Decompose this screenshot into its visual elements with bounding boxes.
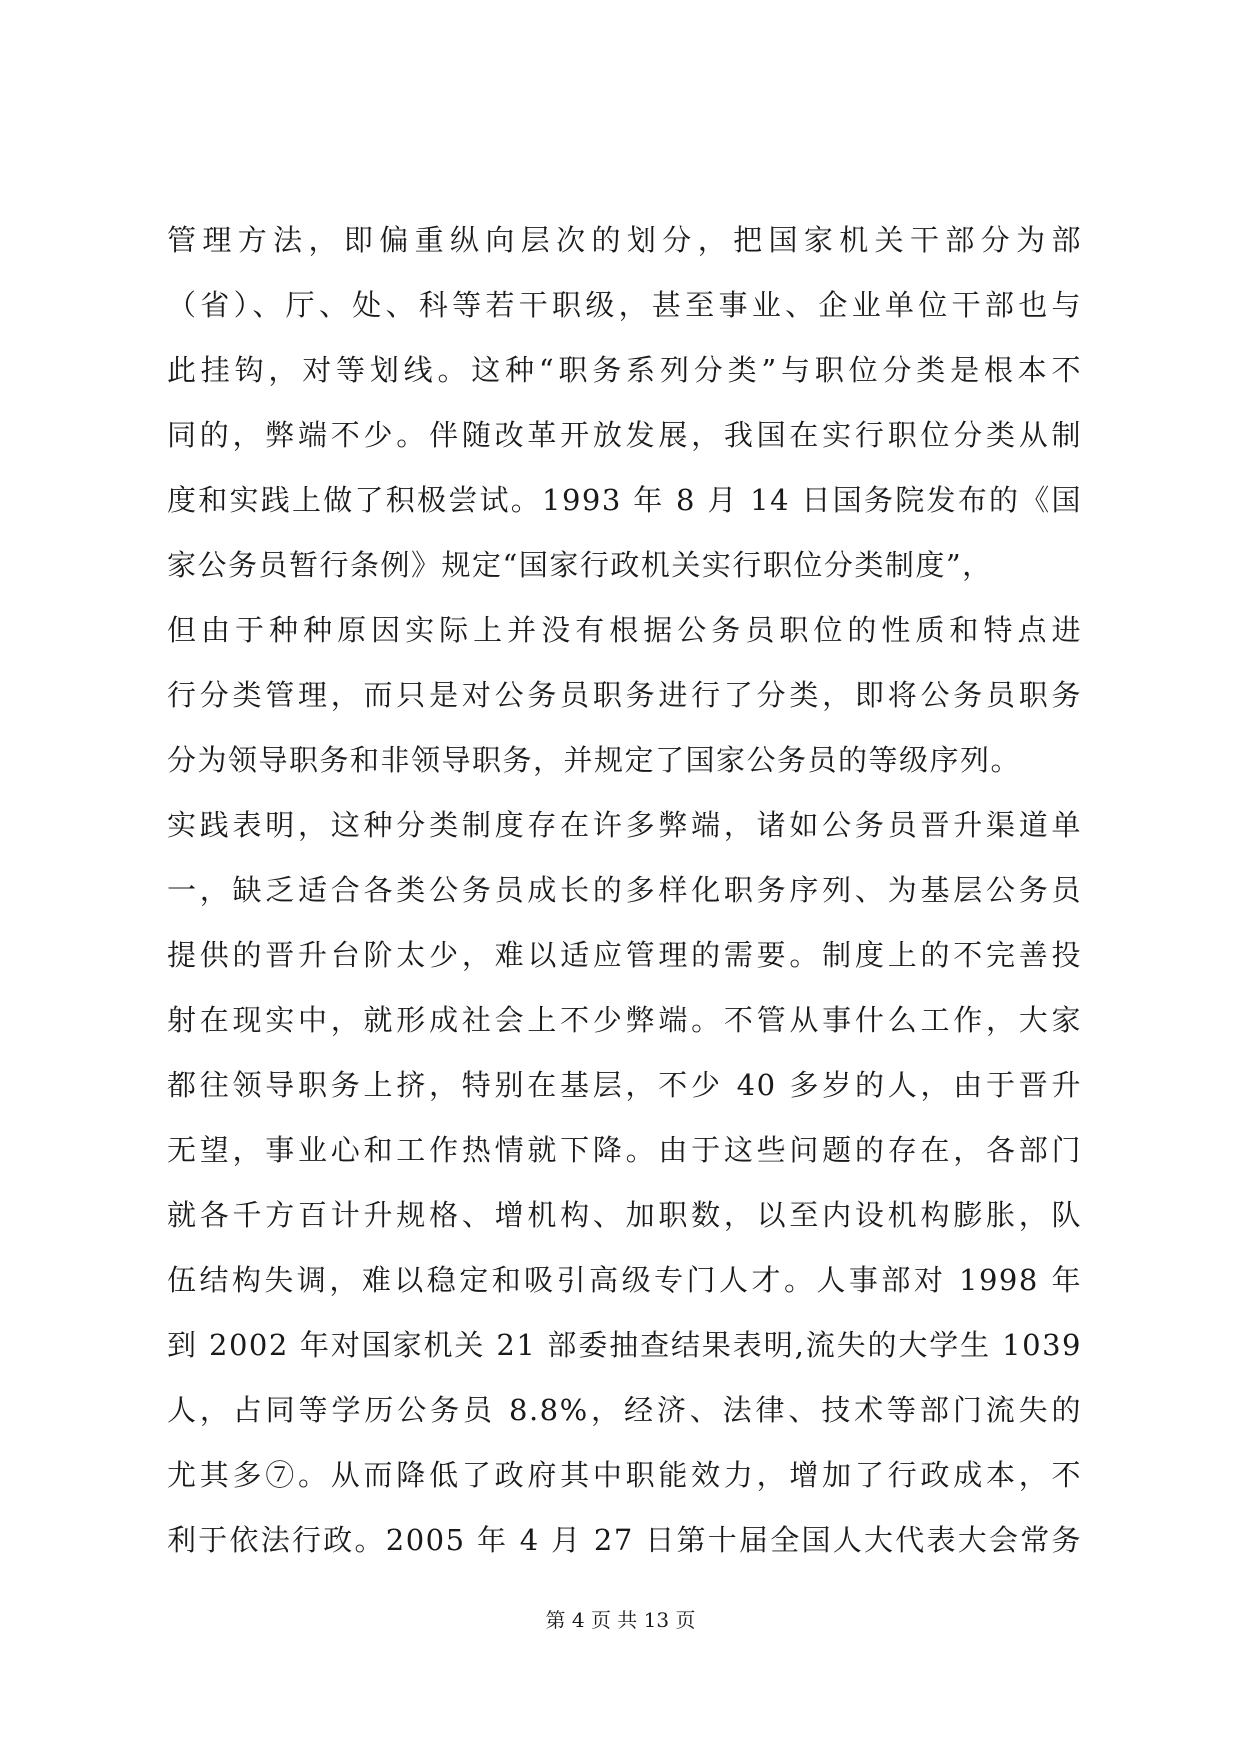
text-line: 此挂钩，对等划线。这种“职务系列分类”与职位分类是根本不 [167, 353, 1082, 387]
text-line: 家公务员暂行条例》规定“国家行政机关实行职位分类制度”， [167, 548, 993, 582]
text-line: 射在现实中，就形成社会上不少弊端。不管从事什么工作，大家 [167, 1003, 1082, 1037]
text-line: 管理方法，即偏重纵向层次的划分，把国家机关干部分为部 [167, 223, 1082, 257]
text-line: 伍结构失调，难以稳定和吸引高级专门人才。人事部对 1998 年 [167, 1263, 1082, 1297]
text-line: 同的，弊端不少。伴随改革开放发展，我国在实行职位分类从制 [167, 418, 1082, 452]
text-line: 度和实践上做了积极尝试。1993 年 8 月 14 日国务院发布的《国 [167, 483, 1082, 517]
text-line: 尤其多⑦。从而降低了政府其中职能效力，增加了行政成本，不 [167, 1458, 1082, 1492]
text-line: 行分类管理，而只是对公务员职务进行了分类，即将公务员职务 [167, 678, 1082, 712]
text-line: 但由于种种原因实际上并没有根据公务员职位的性质和特点进 [167, 613, 1082, 647]
text-line: 一，缺乏适合各类公务员成长的多样化职务序列、为基层公务员 [167, 873, 1082, 907]
text-line: 提供的晋升台阶太少，难以适应管理的需要。制度上的不完善投 [167, 938, 1082, 972]
text-line: 利于依法行政。2005 年 4 月 27 日第十届全国人大代表大会常务 [167, 1523, 1082, 1557]
text-line: 到 2002 年对国家机关 21 部委抽查结果表明,流失的大学生 1039 [167, 1328, 1082, 1362]
page-footer: 第 4 页 共 13 页 [545, 1608, 696, 1632]
text-line: 人，占同等学历公务员 8.8%，经济、法律、技术等部门流失的 [167, 1393, 1082, 1427]
text-line: （省）、厅、处、科等若干职级，甚至事业、企业单位干部也与 [167, 288, 1082, 322]
body-text [167, 208, 1082, 1573]
text-line: 就各千方百计升规格、增机构、加职数，以至内设机构膨胀，队 [167, 1198, 1082, 1232]
text-line: 实践表明，这种分类制度存在许多弊端，诸如公务员晋升渠道单 [167, 808, 1082, 842]
text-line: 无望，事业心和工作热情就下降。由于这些问题的存在，各部门 [167, 1133, 1082, 1167]
text-line: 都往领导职务上挤，特别在基层，不少 40 多岁的人，由于晋升 [167, 1068, 1082, 1102]
text-line: 分为领导职务和非领导职务，并规定了国家公务员的等级序列。 [167, 743, 1022, 777]
